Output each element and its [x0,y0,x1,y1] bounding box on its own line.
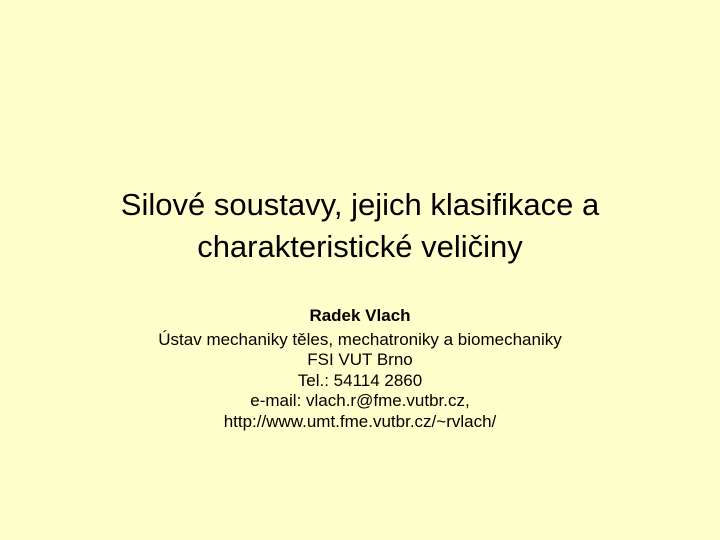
title-line-2: charakteristické veličiny [197,229,523,264]
title-line-1: Silové soustavy, jejich klasifikace a [120,187,600,222]
email-address: e-mail: vlach.r@fme.vutbr.cz, [250,391,470,410]
faculty-name: FSI VUT Brno [307,350,413,369]
website-url: http://www.umt.fme.vutbr.cz/~rvlach/ [223,411,497,431]
author-name: Radek Vlach [309,306,411,325]
slide-subtitle [60,306,660,432]
phone-number: Tel.: 54114 2860 [297,370,423,390]
institute-name: Ústav mechaniky těles, mechatroniky a biomechaniky [158,329,562,349]
slide-title [40,184,680,268]
